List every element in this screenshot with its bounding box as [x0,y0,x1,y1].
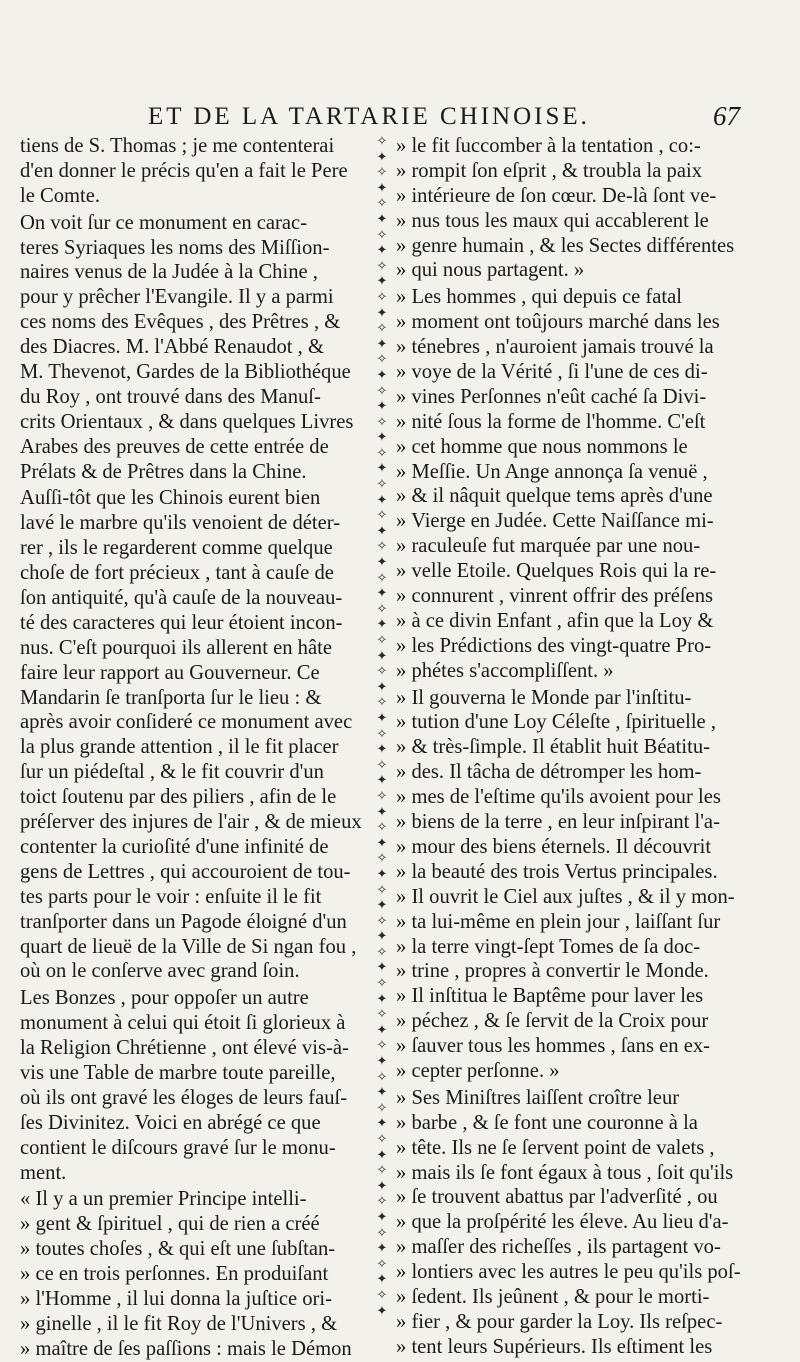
text-line: » que la proſpérité les éleve. Au lieu d'a- [396,1211,729,1234]
text-line: » trine , propres à convertir le Monde. [396,960,709,983]
text-line: toict ſoutenu par des piliers , afin de le [20,786,337,809]
text-line: » la beauté des trois Vertus principales. [396,860,718,883]
text-line: » la terre vingt-ſept Tomes de ſa doc- [396,935,701,958]
text-line: des Diacres. M. l'Abbé Renaudot , & [20,336,324,359]
text-line: naires venus de la Judée à la Chine , [20,261,318,284]
left-text-column [20,134,372,1360]
text-line: la plus grande attention , il le fit placer [20,736,339,759]
text-line: » mes de l'eſtime qu'ils avoient pour les [396,786,721,809]
text-line: vis une Table de marbre toute pareille, [20,1061,336,1084]
text-line: » rompit ſon eſprit , & troubla la paix [396,159,702,182]
text-line: nus. C'eſt pourquoi ils allerent en hâte [20,636,332,659]
text-line: » le fit ſuccomber à la tentation , co:- [396,135,701,157]
text-line: » à ce divin Enfant , afin que la Loy & [396,609,714,632]
text-line: choſe de fort précieux , tant à cauſe de [20,562,334,585]
text-line: quart de lieuë de la Ville de Si ngan fou , [20,935,357,958]
text-line: » nité ſous la forme de l'homme. C'eſt [396,410,706,433]
text-line: » mais ils ſe font égaux à tous , ſoit qu'ils [396,1161,734,1184]
text-line: » mour des biens éternels. Il découvrit [396,835,712,858]
text-line: » Il inſtitua le Baptême pour laver les [396,985,704,1008]
running-title: ET DE LA TARTARIE CHINOISE. [148,103,590,130]
text-line: ſes Divinitez. Voici en abrégé ce que [20,1111,321,1134]
text-line: préſerver des injures de l'air , & de mieux [20,811,362,834]
text-line: » voye de la Vérité , ſi l'une de ces di- [396,361,708,384]
text-line: tranſporter dans un Pagode éloigné d'un [20,910,347,933]
text-line: » ta lui-même en plein jour , laiſſant ſur [396,910,721,933]
text-line: » qui nous partagent. » [396,259,585,282]
text-line: pour y prêcher l'Evangile. Il y a parmi [20,286,334,309]
text-line: monument à celui qui étoit ſi glorieux à [20,1012,346,1035]
text-line: » l'Homme , il lui donna la juſtice ori- [20,1287,332,1310]
text-line: ment. [20,1161,67,1184]
text-line: » & très-ſimple. Il établit huit Béatitu- [396,736,710,759]
text-line: la Religion Chrétienne , ont élevé vis-à- [20,1037,349,1060]
text-line: » ſauver tous les hommes , ſans en ex- [396,1035,710,1058]
text-line: » intérieure de ſon cœur. De-là ſont ve- [396,184,717,207]
text-line: lavé le marbre qu'ils venoient de déter- [20,512,341,535]
text-line: « Il y a un premier Principe intelli- [20,1188,307,1211]
text-line: gens de Lettres , qui accouroient de tou- [20,860,351,883]
text-line: » raculeuſe fut marquée par une nou- [396,535,701,558]
text-line: crits Orientaux , & dans quelques Livres [20,410,354,433]
text-line: » vines Perſonnes n'eût caché ſa Divi- [396,385,707,408]
text-line: » Ses Miniſtres laiſſent croître leur [396,1086,680,1109]
text-line: » tution d'une Loy Céleſte , ſpirituelle , [396,711,716,734]
text-line: après avoir conſideré ce monument avec [20,711,353,734]
text-line: d'en donner le précis qu'en a fait le Pere [20,159,348,182]
text-line: » ce en trois perſonnes. En produiſant [20,1263,329,1286]
text-line: » tent leurs Supérieurs. Ils eſtiment les [396,1335,713,1358]
text-line: où ils ont gravé les éloges de leurs fauſ- [20,1086,348,1109]
text-line: » les Prédictions des vingt-quatre Pro- [396,634,712,657]
text-line: » phétes s'accompliſſent. » [396,659,614,682]
text-line: » maître de ſes paſſions : mais le Démon [20,1337,352,1360]
text-line: le Comte. [20,184,101,207]
text-line: » Les hommes , qui depuis ce fatal [396,286,682,309]
text-line: Arabes des preuves de cette entrée de [20,435,329,458]
text-line: ces noms des Evêques , des Prêtres , & [20,311,341,334]
text-line: » velle Etoile. Quelques Rois qui la re- [396,560,717,583]
text-line: faire leur rapport au Gouverneur. Ce [20,661,320,684]
text-line: M. Thevenot, Gardes de la Bibliothéque [20,361,351,384]
text-line: » ſedent. Ils jeûnent , & pour le morti- [396,1285,710,1308]
text-line: où on le conſerve avec grand ſoin. [20,960,300,983]
text-line: » cet homme que nous nommons le [396,435,688,458]
text-line: ſur un piédeſtal , & le fit couvrir d'un [20,761,324,784]
text-line: » connurent , vinrent offrir des préſens [396,585,714,608]
text-line: tiens de S. Thomas ; je me contenterai [20,135,335,157]
ornamental-column-divider: ✧ ✦ ✧ ✦ ✧ ✦ ✧ ✦ ✧ ✦ ✧ ✦ ✧ ✦ ✧ ✦ ✧ ✦ ✧ ✦ ✧ ✦ ✧ ✦ ✧ ✦ ✧ ✦ ✧ ✦ ✧ ✦ ✧ ✦ ✧ ✦ ✧ ✦ ✧ ✦ ✧ ✦ ✧ ✦ ✧ ✦ ✧ ✦ ✧ ✦ ✧ ✦ ✧ ✦ ✧ ✦ ✧ ✦ ✧ ✦ ✧ ✦ ✧ ✦ ✧ ✦ ✧ ✦ ✧ ✦ ✧ ✦ ✧ ✦ ✧ ✦ [376,134,388,1319]
text-line: » barbe , & ſe font une couronne à la [396,1111,698,1134]
text-line: » tête. Ils ne ſe ſervent point de valets , [396,1136,715,1159]
text-line: Les Bonzes , pour oppoſer un autre [20,987,309,1010]
text-line: » & il nâquit quelque tems après d'une [396,485,713,508]
text-line: » ſe trouvent abattus par l'adverſité , ou [396,1186,718,1209]
text-line: » genre humain , & les Sectes différentes [396,234,735,257]
text-line: » Vierge en Judée. Cette Naiſſance mi- [396,510,714,533]
text-line: ſon antiquité, qu'à cauſe de la nouveau- [20,587,343,610]
text-line: Auſſi-tôt que les Chinois eurent bien [20,487,321,510]
text-line: » toutes choſes , & qui eſt une ſubſtan- [20,1238,336,1261]
text-line: » cepter perſonne. » [396,1059,560,1082]
text-line: » ténebres , n'auroient jamais trouvé la [396,336,714,359]
text-line: » gent & ſpirituel , qui de rien a créé [20,1213,320,1236]
text-line: » Meſſie. Un Ange annonça ſa venuë , [396,460,708,483]
text-line: Prélats & de Prêtres dans la Chine. [20,460,307,483]
text-line: tes parts pour le voir : enſuite il le fit [20,885,322,908]
text-line: rer , ils le regarderent comme quelque [20,537,333,560]
text-line: » moment ont toûjours marché dans les [396,311,720,334]
text-line: » Il gouverna le Monde par l'inſtitu- [396,686,692,709]
page-number: 67 [713,101,740,131]
text-line: » lontiers avec les autres le peu qu'ils poſ- [396,1261,741,1284]
text-line: du Roy , ont trouvé dans des Manuſ- [20,385,321,408]
right-text-column [396,134,742,1358]
text-line: » biens de la terre , en leur inſpirant l'a- [396,811,720,834]
text-line: On voit ſur ce monument en carac- [20,211,308,234]
text-line: té des caracteres qui leur étoient incon- [20,611,343,634]
text-line: » maſſer des richeſſes , ils partagent vo- [396,1236,721,1259]
text-line: teres Syriaques les noms des Miſſion- [20,236,330,259]
text-line: » des. Il tâcha de détromper les hom- [396,761,702,784]
text-line: » ginelle , il le fit Roy de l'Univers , & [20,1312,338,1335]
text-line: Mandarin ſe tranſporta ſur le lieu : & [20,686,322,709]
text-line: » Il ouvrit le Ciel aux juſtes , & il y mon- [396,885,735,908]
text-line: contenter la curioſité d'une infinité de [20,835,329,858]
text-line: » péchez , & ſe ſervit de la Croix pour [396,1010,709,1033]
text-line: contient le diſcours gravé ſur le monu- [20,1136,336,1159]
text-line: » fier , & pour garder la Loy. Ils reſpec- [396,1310,723,1333]
text-line: » nus tous les maux qui accablerent le [396,209,709,232]
